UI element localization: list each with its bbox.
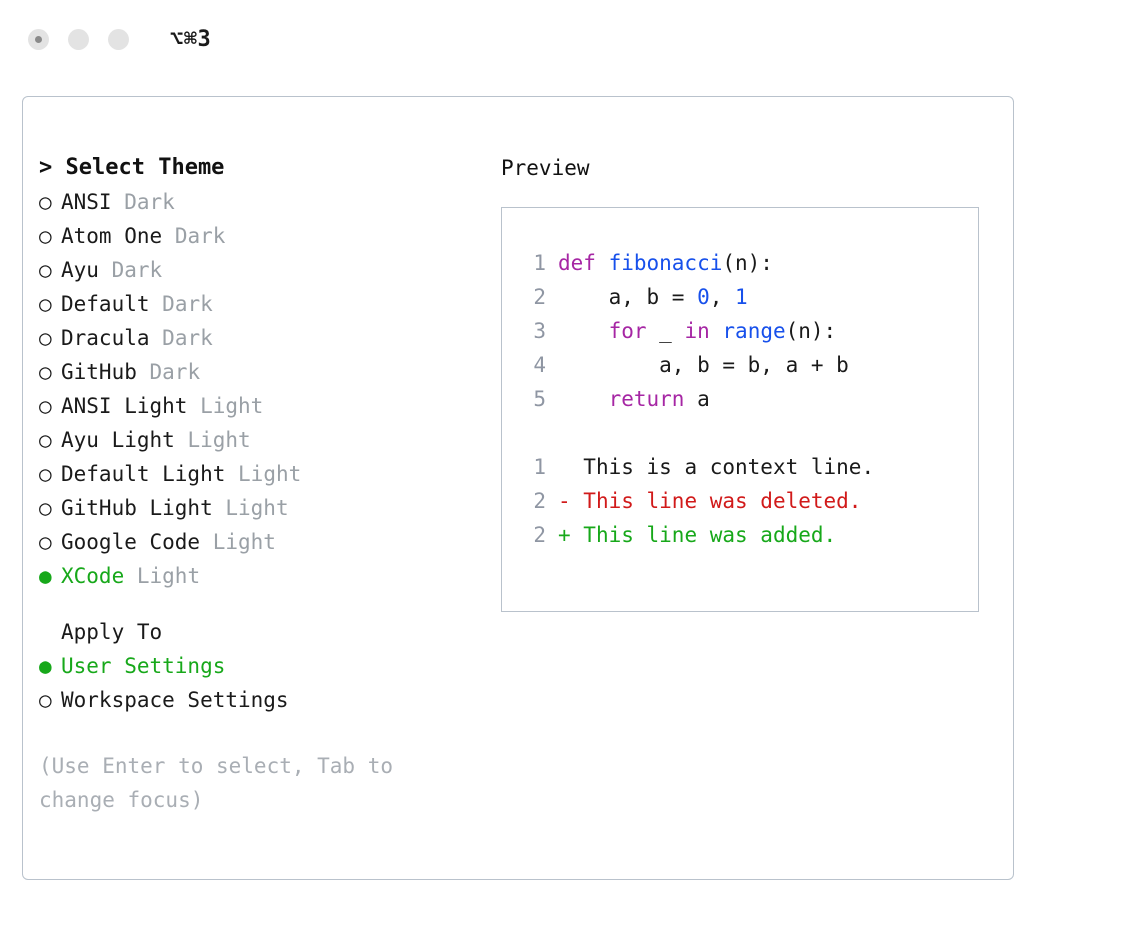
preview-box — [501, 207, 979, 612]
radio-unselected-icon: ○ — [39, 292, 52, 316]
radio-unselected-icon: ○ — [39, 224, 52, 248]
traffic-light-close-icon[interactable] — [28, 29, 49, 50]
theme-variant-label: Dark — [162, 292, 213, 316]
code-token: _ — [646, 319, 685, 343]
theme-variant-label: Dark — [174, 224, 226, 248]
radio-unselected-icon: ○ — [39, 190, 52, 214]
theme-list-item[interactable] — [39, 219, 479, 253]
code-token — [710, 319, 723, 343]
code-token: 1 — [735, 285, 748, 309]
title-bar — [0, 0, 1140, 78]
theme-variant-label: Light — [238, 462, 302, 486]
theme-selection-column — [39, 151, 479, 817]
code-line — [520, 348, 978, 382]
theme-list-item[interactable] — [39, 321, 479, 355]
theme-name-label: ANSI Light — [61, 394, 188, 418]
radio-unselected-icon: ○ — [39, 360, 52, 384]
diff-text: This is a context line. — [583, 455, 875, 479]
theme-list-item[interactable] — [39, 559, 479, 593]
code-token: range — [722, 319, 786, 343]
line-number: 5 — [533, 387, 546, 411]
theme-name-label: XCode — [61, 564, 125, 588]
line-number: 2 — [533, 285, 546, 309]
theme-name-label: Google Code — [61, 530, 201, 554]
theme-variant-label: Light — [200, 394, 264, 418]
code-token — [558, 319, 609, 343]
code-diff-separator — [520, 416, 978, 450]
theme-name-label: Dracula — [61, 326, 150, 350]
section-spacer — [39, 593, 479, 615]
theme-name-label: ANSI — [61, 190, 112, 214]
apply-to-label: User Settings — [61, 654, 226, 678]
radio-unselected-icon: ○ — [39, 496, 52, 520]
theme-list-item[interactable] — [39, 525, 479, 559]
diff-text: This line was deleted. — [583, 489, 862, 513]
radio-unselected-icon: ○ — [39, 258, 52, 282]
theme-name-label: GitHub — [61, 360, 137, 384]
code-preview — [520, 246, 978, 416]
theme-list-item[interactable] — [39, 253, 479, 287]
code-line — [520, 280, 978, 314]
theme-name-label: Ayu Light — [61, 428, 175, 452]
radio-unselected-icon: ○ — [39, 326, 52, 350]
code-token: in — [684, 319, 710, 343]
keyboard-hint-text: (Use Enter to select, Tab to change focus) — [39, 754, 406, 812]
apply-to-heading: Apply To — [61, 620, 163, 644]
theme-name-label: Atom One — [61, 224, 163, 248]
code-token: a, b = b, a + b — [558, 353, 849, 377]
radio-selected-icon: ● — [39, 564, 52, 588]
preview-heading: Preview — [501, 156, 590, 180]
theme-list-item[interactable] — [39, 491, 479, 525]
line-number: 2 — [533, 523, 546, 547]
diff-marker: + — [558, 523, 584, 547]
diff-line — [520, 450, 978, 484]
diff-line — [520, 518, 978, 552]
diff-preview — [520, 450, 978, 552]
code-line — [520, 314, 978, 348]
radio-unselected-icon: ○ — [39, 428, 52, 452]
keyboard-shortcut-label: ⌥⌘3 — [170, 26, 212, 52]
code-token: (n): — [785, 319, 837, 343]
theme-variant-label: Light — [136, 564, 201, 588]
diff-text: This line was added. — [583, 523, 837, 547]
line-number: 1 — [533, 251, 546, 275]
code-token: def — [558, 251, 609, 275]
apply-to-label: Workspace Settings — [61, 688, 289, 712]
theme-list-item[interactable] — [39, 423, 479, 457]
code-token: (n): — [722, 251, 773, 275]
line-number: 1 — [533, 455, 546, 479]
code-token — [558, 387, 609, 411]
apply-to-list-item[interactable] — [39, 683, 479, 717]
traffic-light-zoom-icon[interactable] — [108, 29, 129, 50]
theme-list-item[interactable] — [39, 389, 479, 423]
diff-line — [520, 484, 978, 518]
theme-name-label: Default — [61, 292, 150, 316]
theme-variant-label: Dark — [124, 190, 175, 214]
theme-variant-label: Light — [212, 530, 276, 554]
theme-list-item[interactable] — [39, 185, 479, 219]
radio-unselected-icon: ○ — [39, 462, 52, 486]
theme-list-item[interactable] — [39, 287, 479, 321]
radio-unselected-icon: ○ — [39, 394, 52, 418]
theme-variant-label: Dark — [162, 326, 213, 350]
code-token: for — [608, 319, 647, 343]
theme-variant-label: Light — [225, 496, 289, 520]
radio-selected-icon: ● — [39, 654, 52, 678]
code-token: return — [608, 387, 685, 411]
theme-list — [39, 185, 479, 593]
theme-dialog-panel — [22, 96, 1014, 880]
diff-marker: - — [558, 489, 584, 513]
theme-list-item[interactable] — [39, 355, 479, 389]
code-line — [520, 246, 978, 280]
preview-column — [501, 151, 1001, 612]
line-number: 3 — [533, 319, 546, 343]
theme-variant-label: Dark — [149, 360, 201, 384]
radio-unselected-icon: ○ — [39, 688, 52, 712]
code-token: a, b = — [558, 285, 698, 309]
code-token: fibonacci — [608, 251, 723, 275]
code-token: , — [709, 285, 736, 309]
theme-name-label: Default Light — [61, 462, 226, 486]
theme-name-label: Ayu — [61, 258, 99, 282]
code-token: a — [684, 387, 710, 411]
theme-list-item[interactable] — [39, 457, 479, 491]
line-number: 2 — [533, 489, 546, 513]
apply-to-list-item[interactable] — [39, 649, 479, 683]
theme-name-label: GitHub Light — [61, 496, 213, 520]
select-theme-heading: > Select Theme — [39, 155, 225, 180]
radio-unselected-icon: ○ — [39, 530, 52, 554]
line-number: 4 — [533, 353, 546, 377]
diff-marker — [558, 455, 583, 479]
theme-variant-label: Light — [187, 428, 251, 452]
traffic-light-minimize-icon[interactable] — [68, 29, 89, 50]
code-token: 0 — [697, 285, 710, 309]
theme-variant-label: Dark — [111, 258, 163, 282]
apply-to-list — [39, 649, 479, 717]
code-line — [520, 382, 978, 416]
